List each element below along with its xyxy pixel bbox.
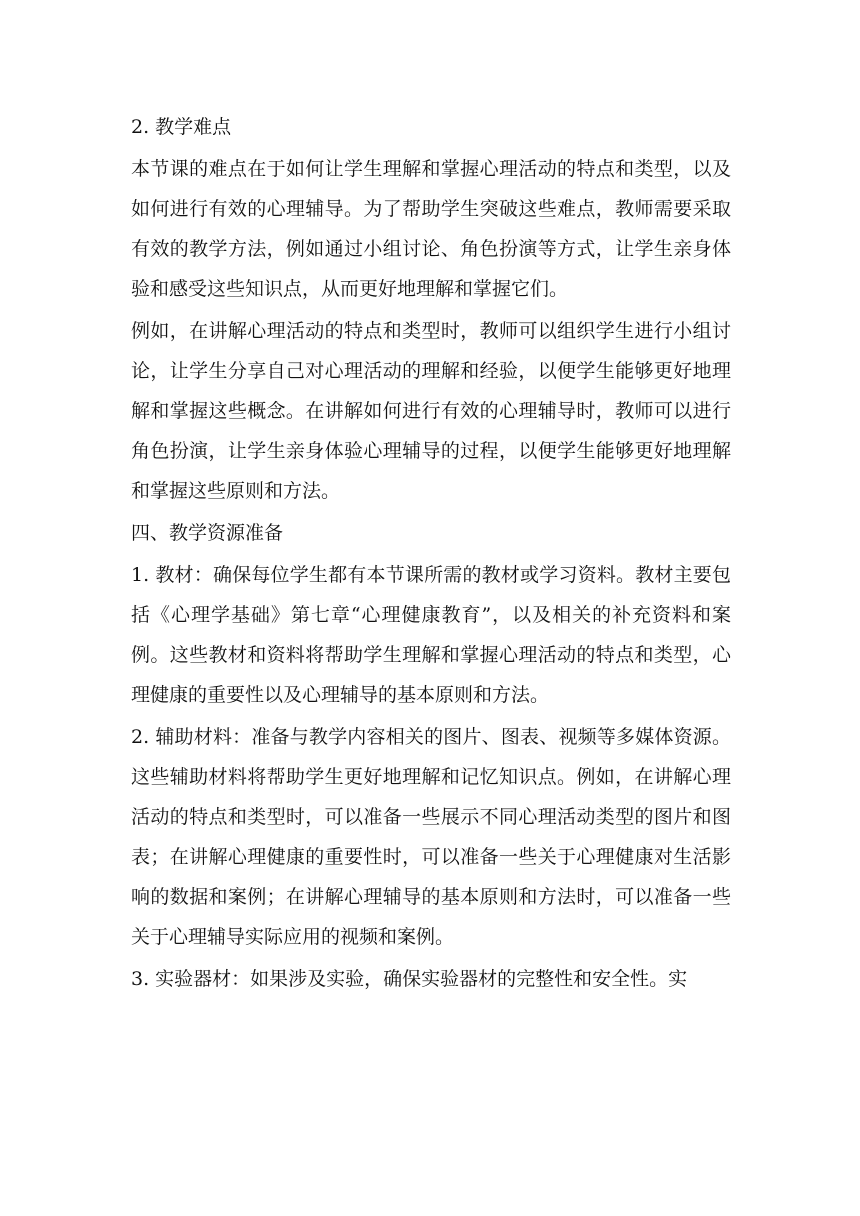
document-body [131, 107, 731, 1001]
section-heading-teaching-resources: 四、教学资源准备 [131, 522, 284, 544]
section-heading-teaching-difficulties: 2. 教学难点 [131, 116, 232, 138]
paragraph-difficulties-overview: 本节课的难点在于如何让学生理解和掌握心理活动的特点和类型，以及如何进行有效的心理辅导。为了帮助学生突破这些难点，教师需要采取有效的教学方法，例如通过小组讨论、角色扮演等方式，让学生亲身体验和感受这些知识点，从而更好地理解和掌握它们。 [131, 158, 731, 300]
paragraph-resource-lab-equipment: 3. 实验器材：如果涉及实验，确保实验器材的完整性和安全性。实 [131, 968, 688, 990]
paragraph-difficulties-example: 例如，在讲解心理活动的特点和类型时，教师可以组织学生进行小组讨论，让学生分享自己对心理活动的理解和经验，以便学生能够更好地理解和掌握这些概念。在讲解如何进行有效的心理辅导时，教师可以进行角色扮演，让学生亲身体验心理辅导的过程，以便学生能够更好地理解和掌握这些原则和方法。 [131, 320, 731, 502]
paragraph-resource-auxiliary-materials: 2. 辅助材料：准备与教学内容相关的图片、图表、视频等多媒体资源。这些辅助材料将帮助学生更好地理解和记忆知识点。例如，在讲解心理活动的特点和类型时，可以准备一些展示不同心理活动类型的图片和图表；在讲解心理健康的重要性时，可以准备一些关于心理健康对生活影响的数据和案例；在讲解心理辅导的基本原则和方法时，可以准备一些关于心理辅导实际应用的视频和案例。 [131, 726, 731, 948]
paragraph-resource-textbook: 1. 教材：确保每位学生都有本节课所需的教材或学习资料。教材主要包括《心理学基础》第七章“心理健康教育”，以及相关的补充资料和案例。这些教材和资料将帮助学生理解和掌握心理活动的特点和类型，心理健康的重要性以及心理辅导的基本原则和方法。 [131, 564, 731, 706]
